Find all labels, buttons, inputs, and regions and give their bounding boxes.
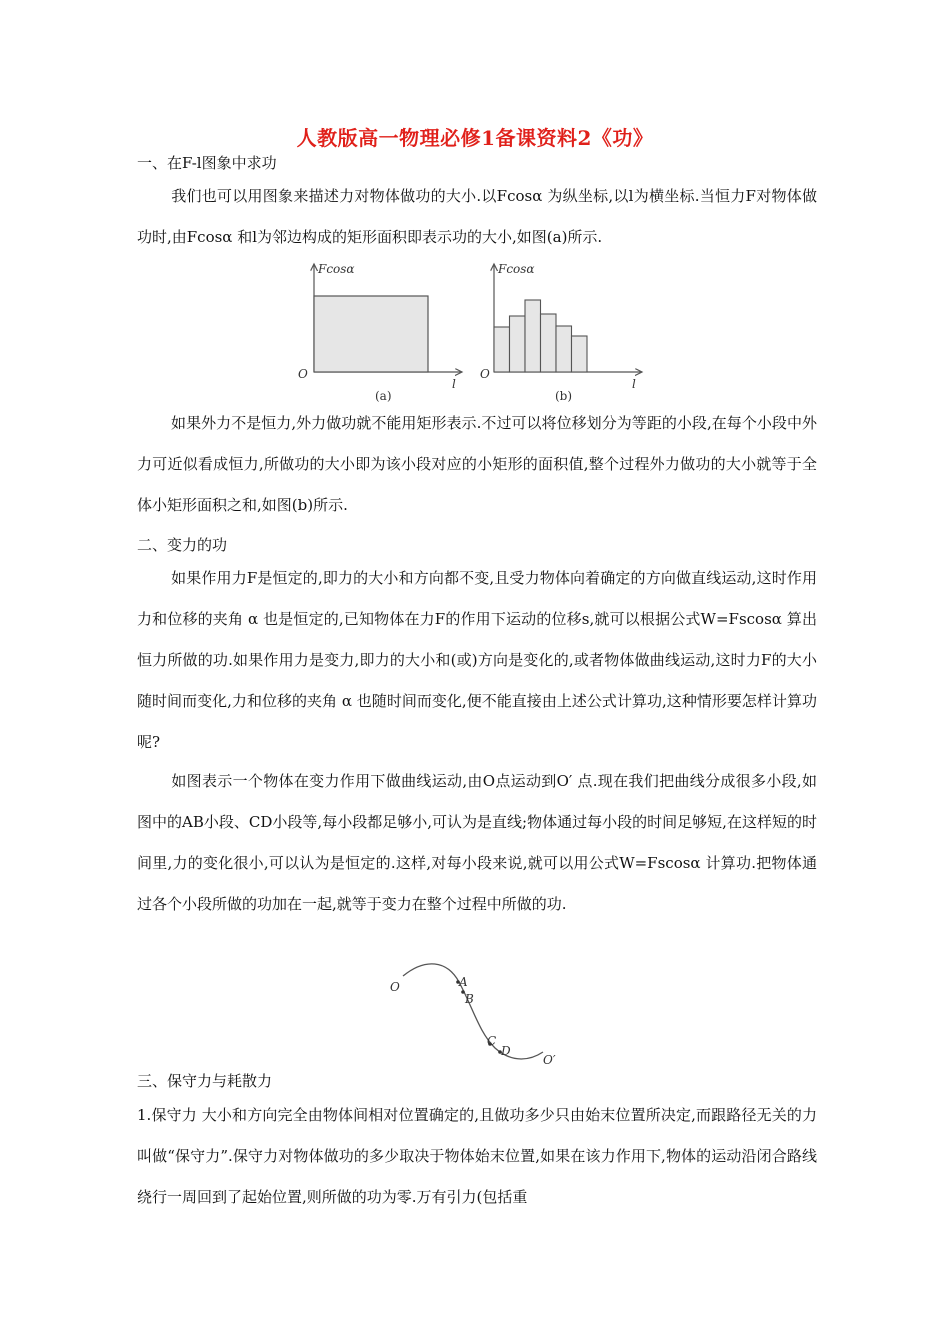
- graph-a-rectangle: [314, 296, 428, 372]
- graph-b-bar: [525, 300, 541, 372]
- section-3-heading: 三、保守力与耗散力: [137, 1072, 273, 1090]
- graph-a-xlabel: l: [452, 377, 456, 391]
- curved-path: [403, 964, 543, 1059]
- graph-a-origin: O: [298, 367, 308, 381]
- graph-b-xlabel: l: [632, 377, 636, 391]
- section-3-paragraph-1: 1.保守力 大小和方向完全由物体间相对位置确定的,且做功多少只由始末位置所决定,而跟路径无关的力叫做“保守力”.保守力对物体做功的多少取决于物体始末位置,如果在该力作用下,物体的运动沿闭合路线绕行一周回到了起始位置,则所做的功为零.万有引力(包括重: [137, 1106, 817, 1206]
- label-d: D: [501, 1044, 511, 1058]
- section-1-paragraph-2: 如果外力不是恒力,外力做功就不能用矩形表示.不过可以将位移划分为等距的小段,在每个小段中外力可近似看成恒力,所做功的大小即为该小段对应的小矩形的面积值,整个过程外力做功的大小就等于全体小矩形面积之和,如图(b)所示.: [137, 414, 817, 514]
- label-start-o: O: [390, 980, 400, 994]
- graph-b-ylabel: Fcosα: [498, 262, 535, 276]
- graph-a-ylabel: Fcosα: [318, 262, 355, 276]
- graph-b-bar: [494, 327, 510, 372]
- section-1-paragraph-1: 我们也可以用图象来描述力对物体做功的大小.以Fcosα 为纵坐标,以l为横坐标.当恒力F对物体做功时,由Fcosα 和l为邻边构成的矩形面积即表示功的大小,如图(a)所示.: [137, 187, 817, 246]
- section-2-paragraph-2: 如图表示一个物体在变力作用下做曲线运动,由O点运动到O′ 点.现在我们把曲线分成很多小段,如图中的AB小段、CD小段等,每小段都足够小,可认为是直线;物体通过每小段的时间足够短,在这样短的时间里,力的变化很小,可以认为是恒定的.这样,对每小段来说,就可以用公式W=Fscosα 计算功.把物体通过各个小段所做的功加在一起,就等于变力在整个过程中所做的功.: [137, 772, 817, 913]
- label-a: A: [459, 975, 468, 989]
- graph-b-bars: [494, 300, 587, 372]
- label-b: B: [465, 992, 474, 1006]
- graph-a: [298, 262, 462, 403]
- label-end-o-prime: O′: [543, 1053, 556, 1067]
- graph-b: [480, 262, 642, 403]
- curve-motion-figure: [385, 958, 575, 1070]
- f-l-graph-figure: [290, 258, 650, 408]
- graph-b-origin: O: [480, 367, 490, 381]
- section-2-paragraph-1: 如果作用力F是恒定的,即力的大小和方向都不变,且受力物体向着确定的方向做直线运动,这时作用力和位移的夹角 α 也是恒定的,已知物体在力F的作用下运动的位移s,就可以根据公式W=Fscosα 算出恒力所做的功.如果作用力是变力,即力的大小和(或)方向是变化的,或者物体做曲线运动,这时力F的大小随时间而变化,力和位移的夹角 α 也随时间而变化,便不能直接由上述公式计算功,这种情形要怎样计算功呢?: [137, 569, 817, 751]
- graph-b-caption: (b): [555, 389, 573, 403]
- section-1-heading: 一、在F-l图象中求功: [137, 154, 277, 172]
- graph-b-bar: [556, 326, 572, 372]
- section-2-heading: 二、变力的功: [137, 536, 228, 554]
- graph-b-bar: [572, 336, 588, 372]
- graph-a-caption: (a): [375, 389, 392, 403]
- graph-b-bar: [541, 314, 557, 372]
- document-title: 人教版高一物理必修1备课资料2《功》: [296, 126, 654, 150]
- graph-b-bar: [510, 316, 526, 372]
- label-c: C: [487, 1034, 497, 1048]
